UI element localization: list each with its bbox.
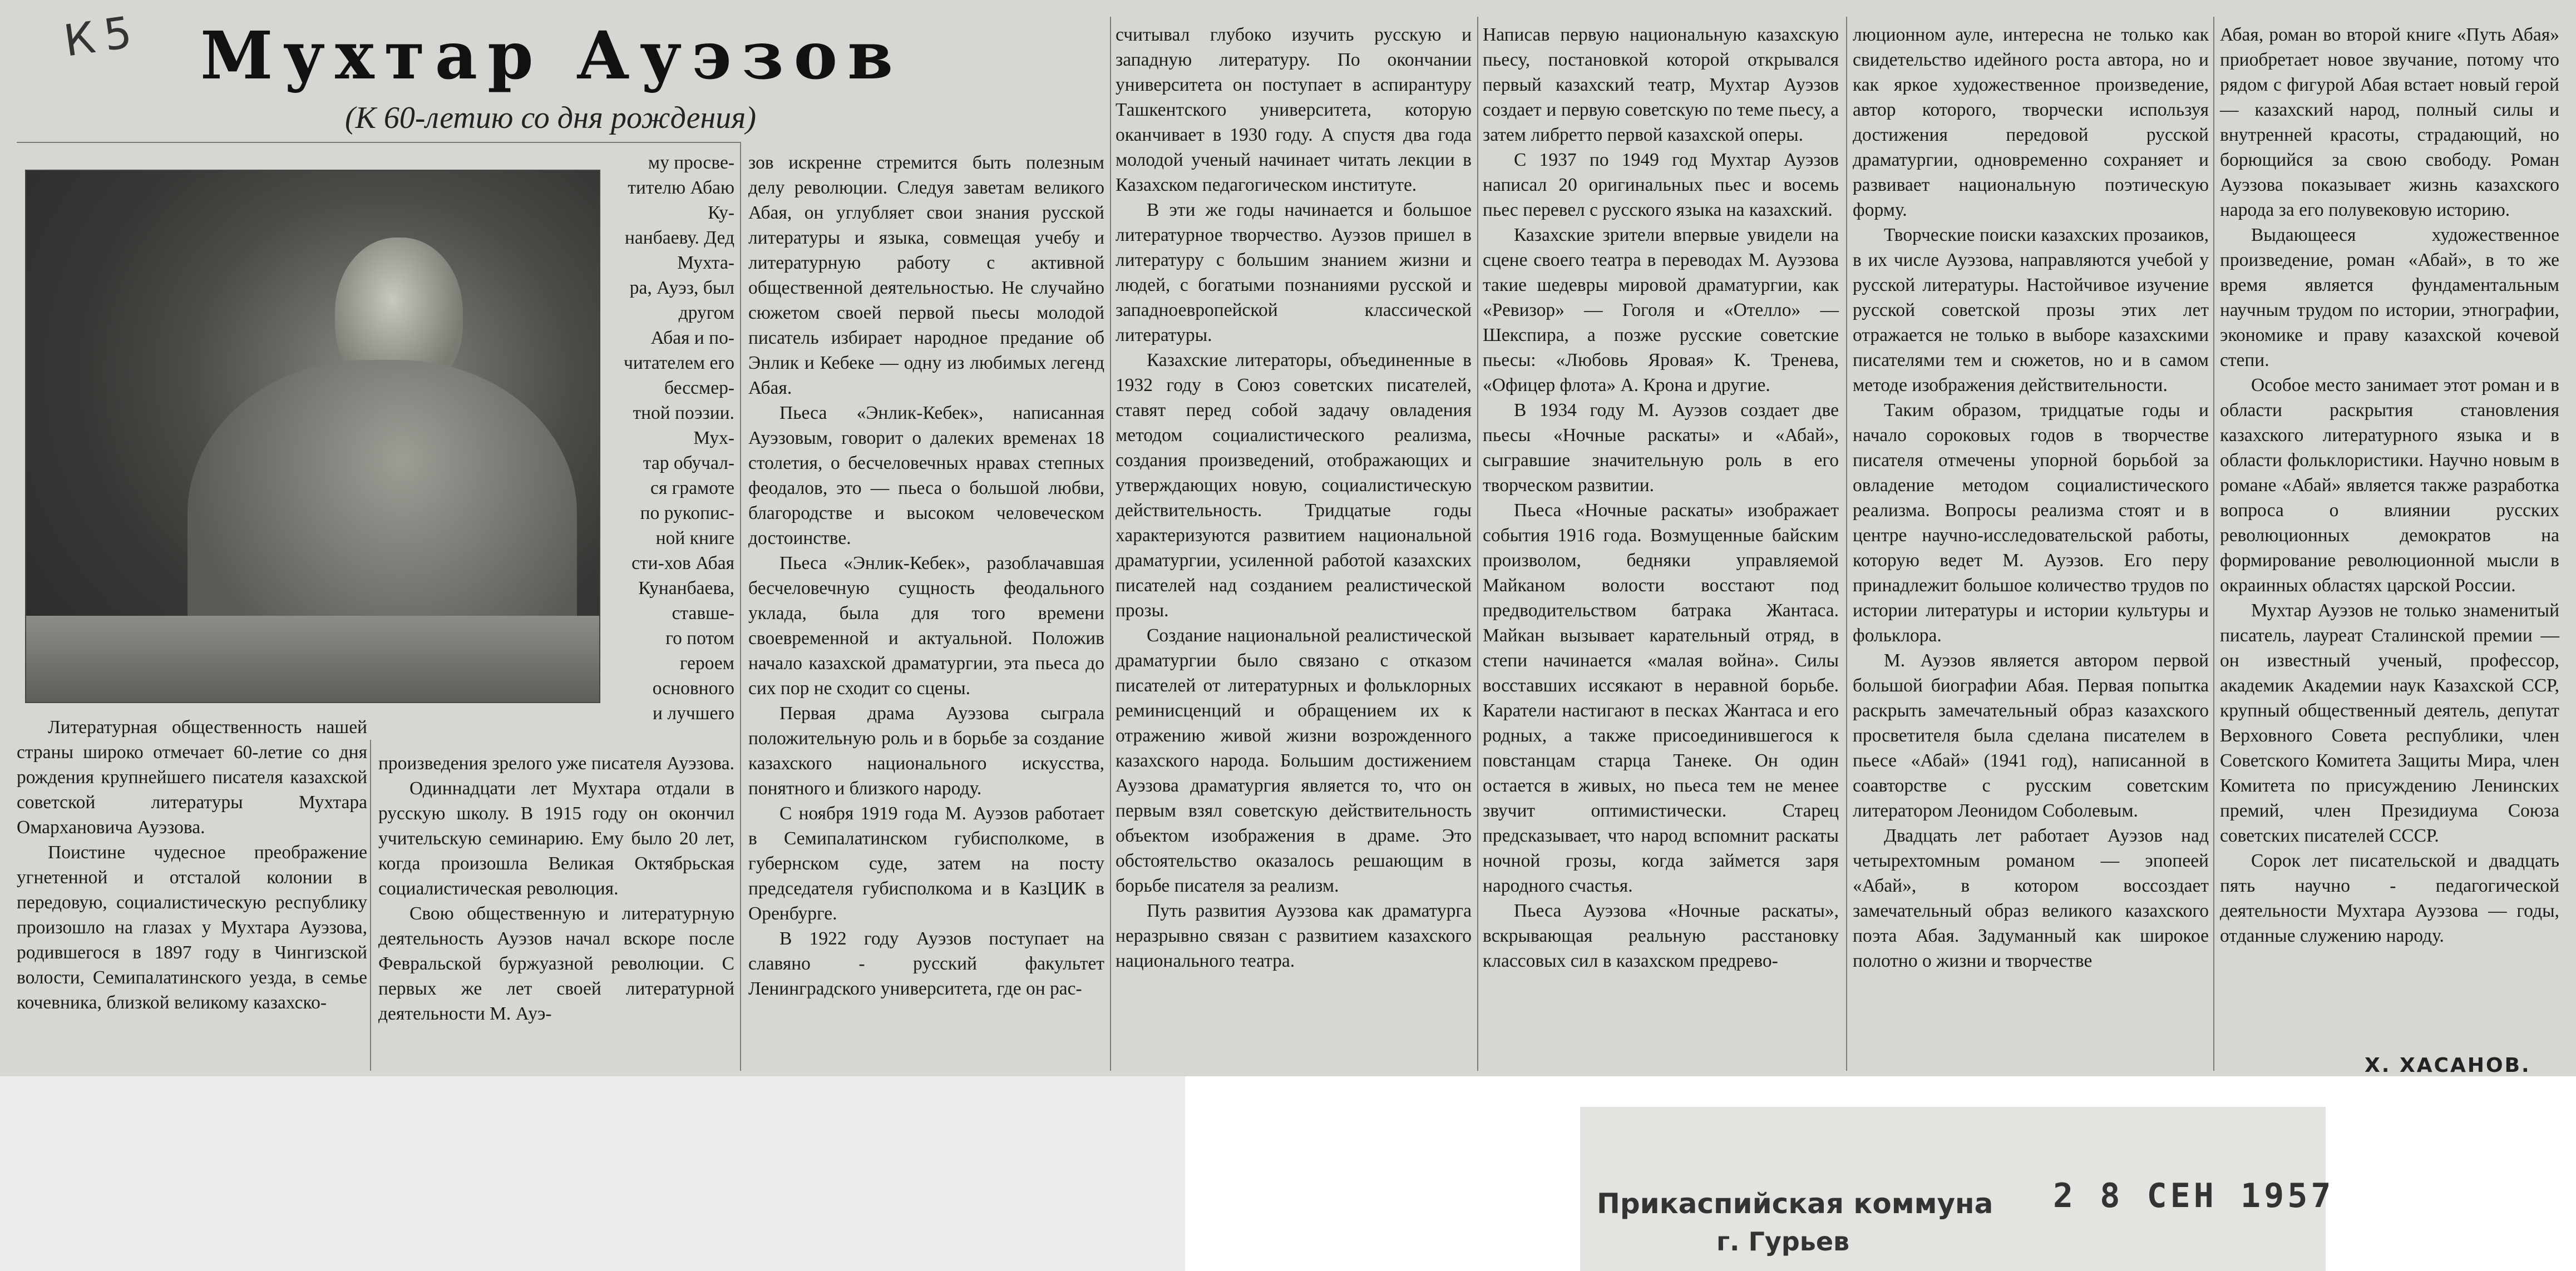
column-5 bbox=[1483, 22, 1839, 973]
beside-photo-line: ся грамоте bbox=[650, 478, 734, 498]
column-rule bbox=[1110, 17, 1111, 1071]
article-paragraph: Выдающееся художественное произведение, роман «Абай», в то же время является фундаментальным научным трудом по истории, этнографии, экономике и праву казахской кочевой степи. bbox=[2220, 225, 2559, 370]
article-paragraph: Создание национальной реалистической драматургии было связано с отказом писателей от литературных и фольклорных реминисценций и обращением их к отражению живой жизни возрожденного казахского народа. Большим достижением Ауэзова драматургия является то, что он первым взял советскую действительность объектом изображения в драме. Это обстоятельство оказалось решающим в борьбе писателя за реализм. bbox=[1116, 625, 1472, 896]
article-paragraph: Литературная общественность нашей страны широко отмечает 60-летие со дня рождения крупнейшего писателя казахской советской литературы Мухтара Омархановича Ауэзова. bbox=[17, 717, 367, 838]
article-paragraph: Казахские литераторы, объединенные в 1932 году в Союз советских писателей, ставят перед собой задачу овладения методом социалистического реализма, создания произведений, отображающих и утверждающих новую, социалистическую действительность. Тридцатые годы характеризуются развитием национальной драматургии, усиленной работой казахских писателей над созданием реалистической прозы. bbox=[1116, 350, 1472, 621]
column-7 bbox=[2220, 22, 2559, 948]
article-title: Мухтар Ауэзов bbox=[200, 17, 904, 94]
beside-photo-line: нанбаеву. Дед Мухта- bbox=[624, 228, 734, 273]
stamp-date: 2 8 СЕН 1957 bbox=[2053, 1176, 2335, 1215]
beside-photo-line: го потом героем bbox=[665, 628, 734, 674]
stamp-newspaper-name: Прикаспийская коммуна bbox=[1597, 1188, 1993, 1220]
article-paragraph: Пьеса Ауэзова «Ночные раскаты», вскрывающая реальную расстановку классовых сил в казахском предрево- bbox=[1483, 901, 1839, 971]
article-paragraph: Мухтар Ауэзов не только знаменитый писатель, лауреат Сталинской премии — он известный ученый, профессор, академик Академии наук Казахской ССР, крупный общественный деятель, депутат Верховного Совета республики, член Советского Комитета Защиты Мира, член Комитета по присуждению Ленинских премий, член Президиума Союза советских писателей СССР. bbox=[2220, 600, 2559, 846]
beside-photo-line: тной поэзии. Мух- bbox=[633, 403, 734, 448]
article-paragraph: В 1934 году М. Ауэзов создает две пьесы «Ночные раскаты» и «Абай», сыгравшие значительную роль в его творческом развитии. bbox=[1483, 400, 1839, 496]
column-3 bbox=[748, 150, 1104, 1001]
article-paragraph: зов искренне стремится быть полезным делу революции. Следуя заветам великого Абая, он углубляет свои знания русской литературы и языка, совмещая учебу и литературную работу с активной общественной деятельностью. Не случайно сюжетом своей первой пьесы молодой писатель избирает народное предание об Энлик и Кебеке — одну из любимых легенд Абая. bbox=[748, 152, 1104, 398]
article-paragraph: произведения зрелого уже писателя Ауэзова. bbox=[378, 753, 735, 774]
article-paragraph: Творческие поиски казахских прозаиков, в их числе Ауэзова, направляются учебой у русской литературы. Настойчивое изучение русской советской прозы этих лет отражается не только в выборе казахскими писателями тем и сюжетов, но и в самом методе изображения действительности. bbox=[1853, 225, 2209, 395]
beside-photo-line: Кунанбаева, ставше- bbox=[638, 578, 734, 624]
beside-photo-line: основного bbox=[652, 678, 734, 699]
beside-photo-line: му просве- bbox=[648, 152, 734, 173]
article-paragraph: Поистине чудесное преображение угнетенной и отсталой колонии в передовую, социалистическую республику произошло на глазах у Мухтара Ауэзова, родившегося в 1897 году в Чингизской волости, Семипалатинского уезда, в семье кочевника, близкой великому казахско- bbox=[17, 842, 367, 1013]
article-paragraph: Таким образом, тридцатые годы и начало сороковых годов в творчестве писателя отмечены упорной борьбой за овладение методом социалистического реализма. Вопросы реализма стоят и в центре научно-исследовательской работы, которую ведет М. Ауэзов. Его перу принадлежит большое количество трудов по истории литературы и истории культуры и фольклора. bbox=[1853, 400, 2209, 646]
column-4 bbox=[1116, 22, 1472, 973]
article-paragraph: Одиннадцати лет Мухтара отдали в русскую школу. В 1915 году он окончил учительскую семинарию. Ему было 20 лет, когда произошла Великая Октябрьская социалистическая революция. bbox=[378, 778, 734, 899]
article-paragraph: Особое место занимает этот роман и в области раскрытия становления казахского литературного языка и в области фольклористики. Научно новым в романе «Абай» является также разработка вопроса о влиянии русских революционных демократов на формирование революционной мысли в окраинных областях царской России. bbox=[2220, 375, 2559, 596]
author-photo bbox=[25, 170, 600, 703]
article-paragraph: В 1922 году Ауэзов поступает на славяно - русский факультет Ленинградского университета, где он рас- bbox=[748, 928, 1104, 999]
article-paragraph: Абая, роман во второй книге «Путь Абая» приобретает новое звучание, потому что рядом с фигурой Абая встает новый герой — казахский народ, полный силы и внутренней красоты, страдающий, но борющийся за свою свободу. Роман Ауэзова показывает жизнь казахского народа за его полувековую историю. bbox=[2220, 24, 2559, 220]
article-paragraph: Двадцать лет работает Ауэзов над четырехтомным романом — эпопеей «Абай», в котором воссоздает замечательный образ великого казахского поэта Абая. Задуманный как широкое полотно о жизни и творчестве bbox=[1853, 825, 2209, 971]
article-paragraph: люционном ауле, интересна не только как свидетельство идейного роста автора, но и как яркое художественное произведение, автор которого, творчески используя достижения передовой русской драматургии, одновременно сохраняет и развивает национальную поэтическую форму. bbox=[1853, 24, 2209, 220]
article-paragraph: Пьеса «Энлик-Кебек», разоблачавшая бесчеловечную сущность феодального уклада, была для того времени своевременной и актуальной. Положив начало казахской драматургии, эта пьеса до сих пор не сходит со сцены. bbox=[748, 553, 1104, 699]
beside-photo-text bbox=[609, 150, 734, 726]
article-paragraph: считывал глубоко изучить русскую и западную литературу. По окончании университета он поступает в аспирантуру Ташкентского университета, которую оканчивает в 1930 году. А спустя два года молодой ученый начинает читать лекции в Казахском педагогическом институте. bbox=[1116, 24, 1472, 195]
beside-photo-line: ной книге bbox=[655, 528, 734, 548]
article-paragraph: Свою общественную и литературную деятельность Ауэзов начал вскоре после Февральской буржуазной революции. С первых же лет своей литературной деятельности М. Ауэ- bbox=[378, 903, 734, 1024]
column-6 bbox=[1853, 22, 2209, 973]
photo-desk-shape bbox=[26, 616, 599, 702]
column-1 bbox=[17, 715, 367, 1015]
beside-photo-line: по рукопис- bbox=[640, 503, 734, 523]
column-rule bbox=[740, 142, 741, 1071]
article-paragraph: Пьеса «Энлик-Кебек», написанная Ауэзовым, говорит о далеких временах 18 столетия, о бесчеловечных нравах степных феодалов, это — пьеса о большой любви, благородстве и высоком человеческом достоинстве. bbox=[748, 403, 1104, 548]
handwritten-note: К 5 bbox=[61, 8, 133, 67]
beside-photo-line: сти-хов Абая bbox=[631, 553, 734, 573]
beside-photo-line: читателем его бессмер- bbox=[623, 353, 734, 398]
clipping-shadow bbox=[0, 1076, 1185, 1271]
beside-photo-line: тителю Абаю Ку- bbox=[628, 177, 734, 223]
article-paragraph: Пьеса «Ночные раскаты» изображает события 1916 года. Возмущенные байским произволом, бедняки управляемой Майканом волости восстают под предводительством батрака Жантаса. Майкан вызывает карательный отряд, в степи начинается «малая война». Силы восставших иссякают в неравной борьбе. Каратели настигают в песках Жантаса и его родных, а также присоединившегося к повстанцам старца Танеке. Он один остается в живых, но пьеса тем не менее звучит оптимистически. Старец предсказывает, что народ вспомнит раскаты ночной грозы, когда займется заря народного счастья. bbox=[1483, 500, 1839, 896]
article-paragraph: М. Ауэзов является автором первой большой биографии Абая. Первая попытка раскрыть замечательный образ казахского просветителя была сделана писателем в пьесе «Абай» (1941 год), написанной в соавторстве с русским советским литератором Леонидом Соболевым. bbox=[1853, 650, 2209, 821]
column-rule bbox=[370, 740, 371, 1071]
article-subtitle: (К 60-летию со дня рождения) bbox=[345, 101, 756, 135]
column-rule bbox=[1477, 17, 1478, 1071]
article-paragraph: Казахские зрители впервые увидели на сцене своего театра в переводах М. Ауэзова такие шедевры мировой драматургии, как «Ревизор» — Гоголя и «Отелло» — Шекспира, а позже русские советские пьесы: «Любовь Яровая» К. Тренева, «Офицер флота» А. Крона и другие. bbox=[1483, 225, 1839, 395]
article-paragraph: Первая драма Ауэзова сыграла положительную роль и в борьбе за создание казахского национального искусства, понятного и близкого народу. bbox=[748, 703, 1104, 799]
beside-photo-line: тар обучал- bbox=[643, 453, 734, 473]
beside-photo-line: Абая и по- bbox=[650, 328, 734, 348]
article-paragraph: Написав первую национальную казахскую пьесу, постановкой которой открывался первый казахский театр, Мухтар Ауэзов создает и первую советскую по теме пьесу, а затем либретто первой казахской оперы. bbox=[1483, 24, 1839, 145]
article-paragraph: С ноября 1919 года М. Ауэзов работает в Семипалатинском губисполкоме, в губернском суде, затем на посту председателя губисполкома и в КазЦИК в Оренбурге. bbox=[748, 803, 1104, 924]
article-paragraph: В эти же годы начинается и большое литературное творчество. Ауэзов пришел в литературу с большим знанием жизни и людей, с богатыми познаниями русской и западноевропейской классической литературы. bbox=[1116, 200, 1472, 345]
author-signature: Х. ХАСАНОВ. bbox=[2365, 1054, 2531, 1077]
column-rule bbox=[1846, 17, 1847, 1071]
stamp-city: г. Гурьев bbox=[1716, 1227, 1850, 1257]
header-rule bbox=[17, 142, 740, 143]
column-rule bbox=[2213, 17, 2214, 1071]
article-paragraph: Сорок лет писательской и двадцать пять научно - педагогической деятельности Мухтара Ауэзова — годы, отданные служению народу. bbox=[2220, 850, 2559, 946]
beside-photo-line: и лучшего bbox=[653, 703, 734, 724]
beside-photo-line: ра, Ауэз, был другом bbox=[629, 278, 734, 323]
article-paragraph: Путь развития Ауэзова как драматурга неразрывно связан с развитием казахского национального театра. bbox=[1116, 901, 1472, 971]
column-2 bbox=[378, 751, 734, 1026]
article-paragraph: С 1937 по 1949 год Мухтар Ауэзов написал 20 оригинальных пьес и восемь пьес перевел с русского языка на казахский. bbox=[1483, 150, 1839, 220]
